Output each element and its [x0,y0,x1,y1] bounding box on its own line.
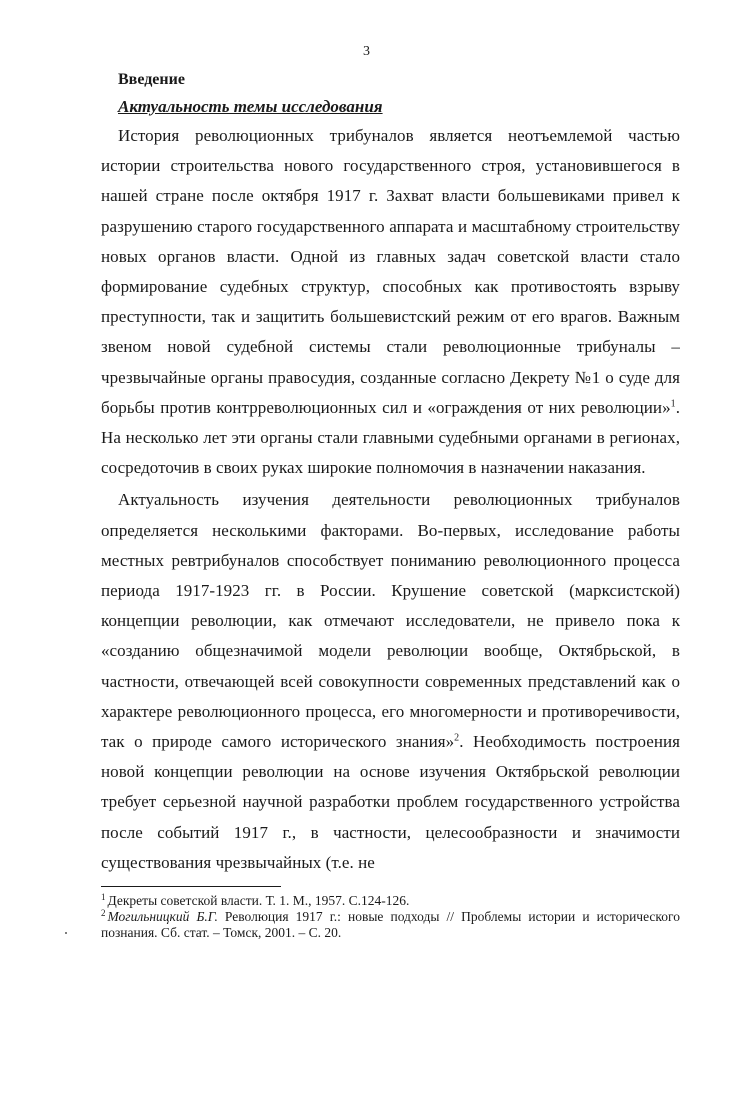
footnote-1-text: Декреты советской власти. Т. 1. М., 1957. С.124-126. [107,893,410,909]
footnote-ref-1: 1 [670,398,676,410]
paragraph-1-text: История революционных трибуналов является неотъемлемой частью истории строительства нового государственного строя, установившегося в нашей стране после октября 1917 г. Захват власти большевиками привел к разрушению старого государственного аппарата и масштабному строительству новых органов власти. Одной из главных задач советской власти стало формирование судебных структур, способных как противостоять взрыву преступности, так и защитить большевистский режим от его врагов. Важным звеном новой судебной системы стали революционные трибуналы – чрезвычайные органы правосудия, созданные согласно Декрету №1 о суде для борьбы против контрреволюционных сил и «ограждения от них революции» [101,126,680,417]
footnote-2 [101,909,680,941]
page-number: 3 [363,44,370,59]
footnote-2-text: Революция 1917 г.: новые подходы // Проблемы истории и исторического познания. Сб. стат. – Томск, 2001. – С. 20. [101,909,680,941]
paragraph-2-text: Актуальность изучения деятельности революционных трибуналов определяется несколькими факторами. Во-первых, исследование работы местных ревтрибуналов способствует пониманию революционного процесса периода 1917-1923 гг. в России. Крушение советской (марксистской) концепции революции, как отмечают исследователи, не привело пока к «созданию общезначимой модели революции вообще, Октябрьской, в частности, отвечающей всей совокупности современных представлений как о характере революционного процесса, его многомерности и противоречивости, так о природе самого исторического знания» [101,490,680,752]
footnote-divider [101,886,281,887]
paragraph-1 [101,121,680,483]
paragraph-2 [101,485,680,878]
footnotes [101,893,680,941]
page-content [101,64,680,941]
paragraph-1-text-cont: . На несколько лет эти органы стали главными судебными органами в регионах, сосредоточив в своих руках широкие полномочия в назначении наказания. [101,397,680,478]
section-heading: Введение [118,71,185,88]
footnote-ref-2: 2 [454,732,460,744]
section-subheading: Актуальность темы исследования [118,97,383,116]
scan-speck [65,932,67,934]
footnote-1 [101,893,680,909]
footnote-2-author: Могильницкий Б.Г. [107,909,218,925]
paragraph-2-text-cont: . Необходимость построения новой концепции революции на основе изучения Октябрьской революции требует серьезной научной разработки проблем государственного устройства после событий 1917 г., в частности, целесообразности и значимости существования чрезвычайных (т.е. не [101,732,680,872]
footnote-mark-1: 1 [101,891,106,902]
footnote-mark-2: 2 [101,907,106,918]
